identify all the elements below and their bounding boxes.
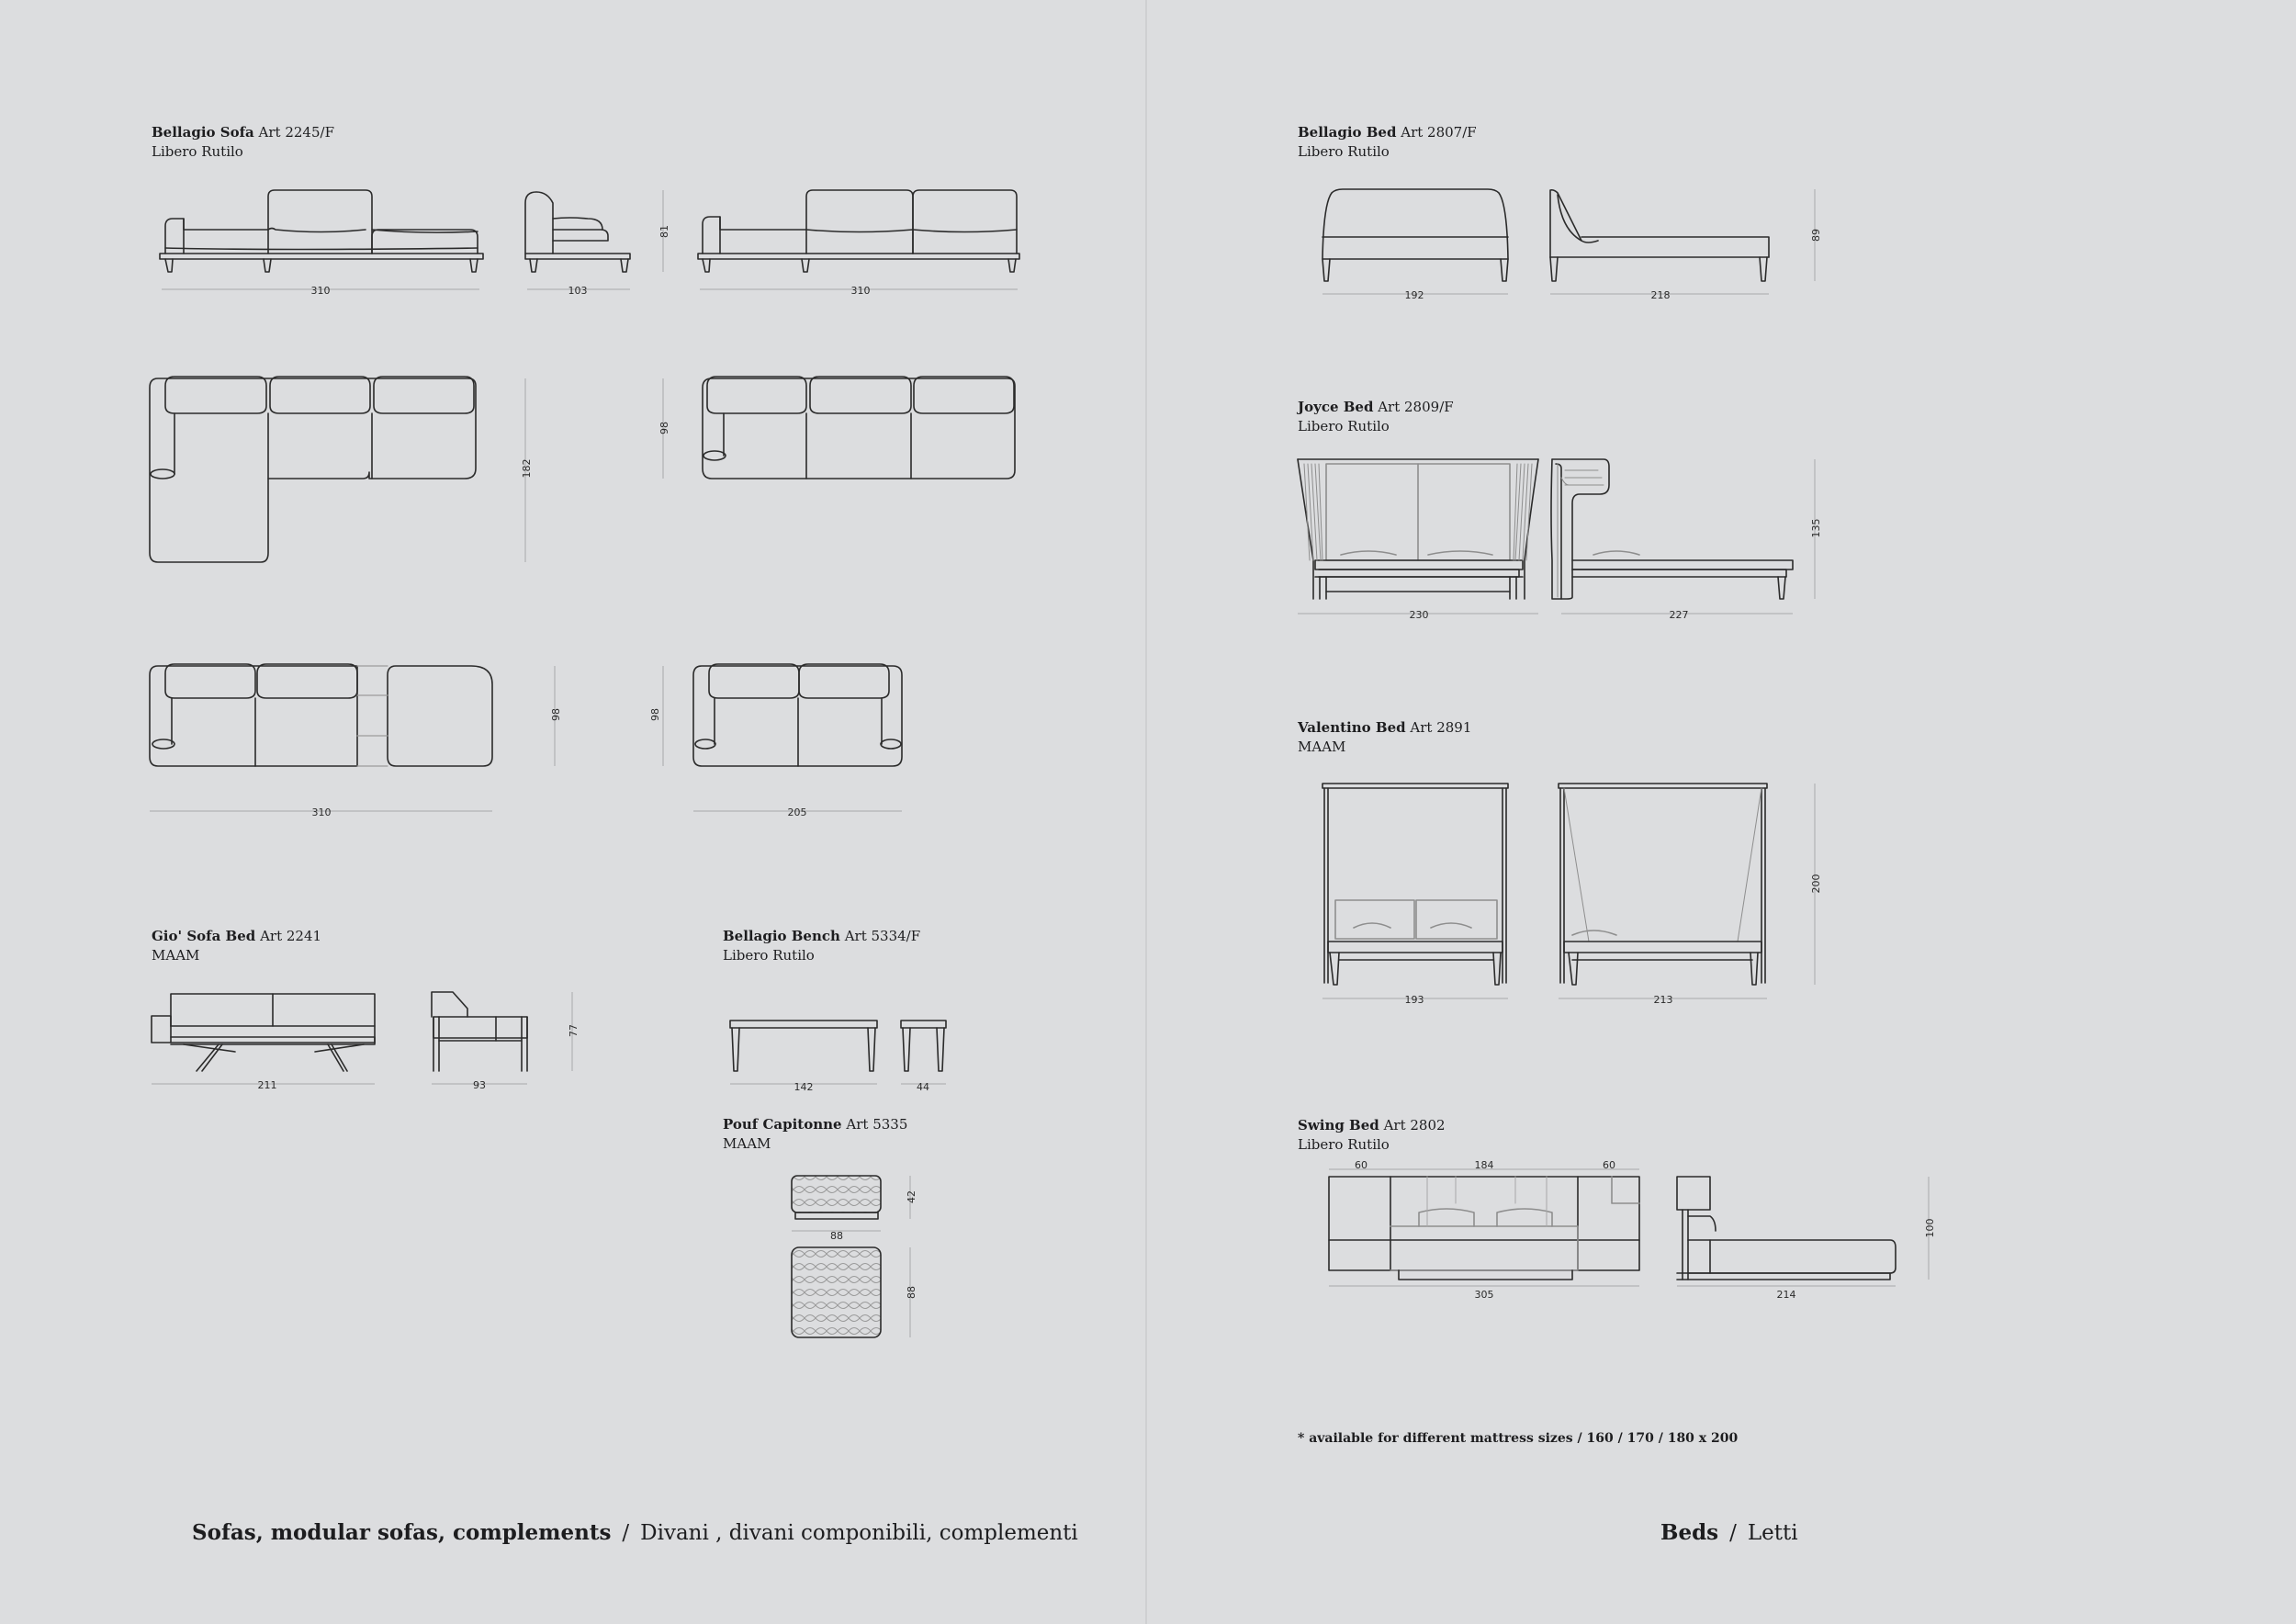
product-designer: MAAM [723, 1135, 771, 1152]
product-art: Art 2245/F [258, 124, 334, 141]
dim-gio-width: 211 [257, 1079, 277, 1091]
product-art: Art 2241 [260, 928, 322, 944]
product-name: Gio' Sofa Bed [152, 928, 256, 944]
pouf-capitonne-side [792, 1176, 881, 1219]
bellagio-sofa-front-b [698, 190, 1019, 272]
product-art: Art 2807/F [1401, 124, 1477, 141]
joyce-bed-side [1551, 459, 1793, 599]
swing-bed-front-faint [1427, 1177, 1547, 1226]
product-designer: Libero Rutilo [152, 143, 243, 160]
mattress-size-note: * available for different mattress sizes / 160 / 170 / 180 x 200 [1298, 1431, 1739, 1446]
bellagio-sofa-plan-c [150, 664, 492, 766]
product-name: Bellagio Bed [1298, 124, 1397, 141]
dim-joyce-length: 227 [1669, 609, 1689, 621]
product-designer: MAAM [1298, 739, 1346, 755]
product-name: Pouf Capitonne [723, 1116, 842, 1133]
dim-pouf-height: 42 [906, 1190, 917, 1203]
bellagio-sofa-front-a [160, 190, 483, 272]
dim-swing-side-a: 60 [1355, 1159, 1367, 1171]
footer-right [1660, 1520, 1798, 1545]
footer-right-en: Beds [1660, 1520, 1719, 1545]
bellagio-bench-side [901, 1021, 946, 1071]
dim-pouf-width: 88 [830, 1230, 843, 1242]
dim-bellagio-side: 103 [568, 285, 588, 297]
dim-bench-depth: 44 [917, 1081, 929, 1093]
dim-pouf-depth: 88 [906, 1286, 917, 1299]
dim-valentino-width: 193 [1404, 994, 1424, 1006]
product-name: Bellagio Sofa [152, 124, 254, 141]
swing-bed-side [1677, 1177, 1896, 1280]
bellagio-sofa-plan-c-gap [357, 666, 388, 766]
product-designer: Libero Rutilo [1298, 418, 1390, 434]
dim-bellagio-bed-length: 218 [1650, 289, 1671, 301]
dim-bellagio-bed-height: 89 [1810, 229, 1822, 242]
dim-bench-width: 142 [793, 1081, 814, 1093]
dim-swing-mid: 184 [1474, 1159, 1494, 1171]
dim-gio-depth: 93 [473, 1079, 486, 1091]
gio-sofa-bed-front [152, 994, 375, 1071]
dim-bellagio-bed-width: 192 [1404, 289, 1424, 301]
product-designer: Libero Rutilo [723, 947, 815, 964]
valentino-bed-side [1559, 784, 1767, 985]
product-designer: MAAM [152, 947, 200, 964]
footer-left-separator: / [622, 1521, 630, 1545]
footer-left-en: Sofas, modular sofas, complements [192, 1520, 612, 1545]
joyce-bed-front [1298, 459, 1538, 599]
bellagio-sofa-side [525, 192, 630, 272]
dim-swing-height: 100 [1924, 1218, 1936, 1238]
dim-swing-side-b: 60 [1603, 1159, 1615, 1171]
product-art: Art 2809/F [1378, 399, 1454, 415]
bellagio-sofa-plan-a [150, 377, 476, 562]
product-name: Joyce Bed [1298, 399, 1374, 415]
dim-bellagio-front-b: 310 [850, 285, 871, 297]
pouf-capitonne-plan [792, 1247, 881, 1337]
bellagio-bench-front [730, 1021, 877, 1071]
bellagio-sofa-plan-d [693, 664, 902, 766]
bellagio-sofa-plan-b [703, 377, 1015, 479]
product-name: Swing Bed [1298, 1117, 1379, 1133]
dim-joyce-height: 135 [1810, 518, 1822, 538]
dim-valentino-height: 200 [1810, 874, 1822, 894]
product-art: Art 2891 [1410, 719, 1472, 736]
dim-bellagio-plan-d-width: 205 [787, 806, 807, 818]
dim-joyce-width: 230 [1409, 609, 1429, 621]
dim-gio-height: 77 [568, 1024, 580, 1037]
product-name: Bellagio Bench [723, 928, 840, 944]
product-art: Art 5334/F [844, 928, 921, 944]
product-designer: Libero Rutilo [1298, 143, 1390, 160]
dim-bellagio-height: 81 [658, 225, 670, 238]
dim-swing-length: 214 [1776, 1289, 1796, 1301]
footer-right-separator: / [1729, 1521, 1737, 1545]
gio-sofa-bed-side [432, 992, 527, 1071]
dim-bellagio-plan-c-depth: 98 [550, 708, 562, 721]
dim-bellagio-plan-depth-a: 182 [521, 458, 533, 479]
product-designer: Libero Rutilo [1298, 1136, 1390, 1153]
dim-bellagio-front-a: 310 [310, 285, 331, 297]
bellagio-bed-front [1322, 189, 1508, 281]
product-name: Valentino Bed [1298, 719, 1406, 736]
dim-swing-width: 305 [1474, 1289, 1494, 1301]
dim-bellagio-plan-depth-b: 98 [658, 422, 670, 434]
footer-left [192, 1520, 1078, 1545]
swing-bed-front [1329, 1177, 1639, 1280]
valentino-bed-front [1322, 784, 1508, 985]
footer-right-it: Letti [1747, 1521, 1798, 1545]
product-art: Art 2802 [1383, 1117, 1446, 1133]
dim-bellagio-plan-d-depth: 98 [649, 708, 661, 721]
dim-valentino-length: 213 [1653, 994, 1673, 1006]
product-art: Art 5335 [846, 1116, 908, 1133]
footer-left-it: Divani , divani componibili, complementi [640, 1521, 1078, 1545]
dimension-lines [150, 189, 1929, 1337]
bellagio-bed-side [1550, 190, 1769, 281]
dim-bellagio-plan-c-width: 310 [311, 806, 332, 818]
